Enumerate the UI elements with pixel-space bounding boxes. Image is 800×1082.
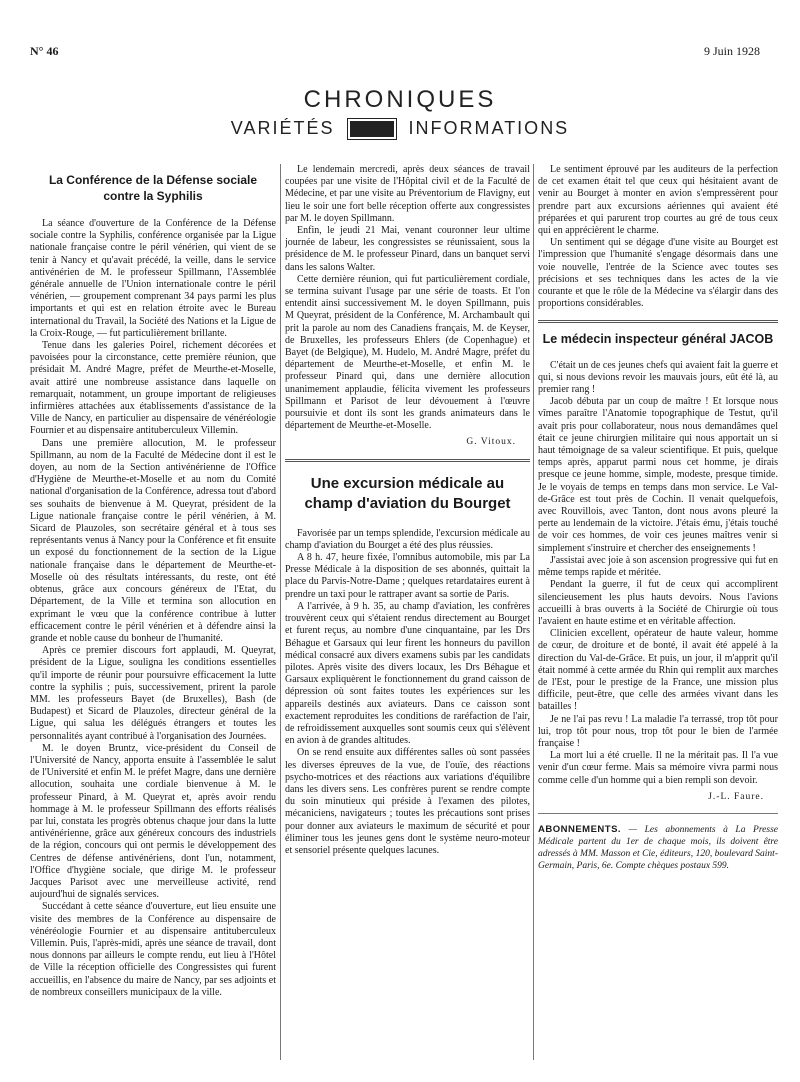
- paragraph: J'assistai avec joie à son ascension progressive qui fut en même temps rapide et méritée.: [538, 554, 778, 579]
- masthead-title: CHRONIQUES: [303, 86, 497, 113]
- paragraph: Cette dernière réunion, qui fut particulièrement cordiale, se termina suivant l'usage par une série de toasts. Et l'on entendit ainsi successivement M. le doyen Spillmann, puis M Queyrat, président de la Conférence, M. Archambault qui prit la parole au nom des Canadiens français, M. de Keyser, de Bruxelles, les professeurs Ehlers (de Copenhague) et Bayet (de Belgique), M. Hudelo, M. André Magre, préfet du département de Meurthe-et-Moselle, et enfin M. le professeur Pinard qui, dans une dernière allocution unanimement applaudie, félicita vivement les professeurs Spillmann et Parisot de leur dévouement à l'œuvre poursuivie et dont ils sont les grands animateurs dans le département de Meurthe-et-Moselle.: [285, 273, 530, 432]
- column-divider: [280, 164, 281, 1060]
- ornament-icon: [348, 119, 396, 139]
- issue-date: 9 Juin 1928: [703, 44, 760, 58]
- masthead-right: INFORMATIONS: [408, 118, 570, 138]
- article-title: Une excursion médicale au champ d'aviation du Bourget: [304, 474, 511, 512]
- paragraph: Enfin, le jeudi 21 Mai, venant couronner leur ultime journée de labeur, les congressistes se réunissaient, sous la présidence de M. le professeur Pinard, dans un banquet servi dans les salons Walter.: [285, 225, 530, 273]
- paragraph: C'était un de ces jeunes chefs qui avaient fait la guerre et qui, si nous devions revoir les mauvais jours, eût été là, au premier rang !: [538, 359, 778, 396]
- subscriptions-notice: [538, 824, 778, 872]
- paragraph: Le lendemain mercredi, après deux séances de travail coupées par une visite de l'Hôpital civil et de la Faculté de Médecine, et par une visite au Préventorium de Flavigny, eut lieu le soir une fort belle réception offerte aux congressistes par M. le doyen Spillmann.: [285, 164, 530, 224]
- paragraph: Je ne l'ai pas revu ! La maladie l'a terrassé, trop tôt pour lui, trop tôt pour nous, trop tôt pour le bien de l'armée française !: [538, 713, 778, 749]
- paragraph: Jacob débuta par un coup de maître ! Et lorsque nous vîmes paraître l'Anatomie topographique de Testut, qu'il avait pris pour collaborateur, nous nous demandâmes quel était ce jeune chirurgien militaire qui nous apportait un si haut témoignage de sa valeur scientifique. Et puis, quelque temps après, apparut parmi nous cet homme, je dirais presque ce jeune homme, simple, modeste, presque timide. Je le voyais de temps en temps dans mon service. Le Val-de-Grâce est tout près de Cochin. Il venait quelquefois, avec Rouvillois, avec Tanton, dont nous avons pleuré la perte au lendemain de la victoire. J'étais ému, j'étais touché de voir ces hommes, de voir ces jeunes maîtres venir si simplement s'instruire et chercher des enseignements !: [538, 396, 778, 554]
- signature: J.-L. Faure.: [708, 791, 764, 802]
- paragraph: La mort lui a été cruelle. Il ne la méritait pas. Il l'a vue venir d'un cœur ferme. Mais sa mémoire vivra parmi nous comme celle d'un homme qui a bien rempli son devoir.: [538, 750, 778, 786]
- column-divider: [533, 164, 534, 1060]
- subscriptions-text: — Les abonnements à La Presse Médicale partent du 1er de chaque mois, ils doivent être adressés à MM. Masson et Cie, éditeurs, 120, boulevard Saint-Germain, Paris, 6e. Compte chèques postaux 599.: [538, 824, 778, 871]
- paragraph: Le sentiment éprouvé par les auditeurs de la perfection de cet examen était tel que ceux qui hésitaient avant de venir au Bourget à monter en avion s'empressèrent pour prendre part aux excursions aériennes qui avaient été préparées et qui parurent trop courtes au gré de tous ceux qui en apprécièrent le charme.: [538, 164, 778, 237]
- column-2: [285, 164, 530, 1064]
- paragraph: Dans une première allocution, M. le professeur Spillmann, au nom de la Faculté de Médecine dont il est le doyen, au nom de la Section antivénérienne de l'Office d'Hygiène de Meurthe-et-Moselle et au nom du Comité national d'organisation de la Conférence, adressa tout d'abord ses souhaits de bienvenue à M. Queyrat, président de la Ligue nationale française contre le péril vénérien, à M. Sicard de Plauzoles, son secrétaire général et à tous ses représentants venus à Nancy pour la Conférence et fit ensuite un exposé du fonctionnement de la section de la Ligue nationale française dans le département de Meurthe-et-Moselle où des résultats intéressants, du reste, ont été obtenus, grâce aux concours généreux de l'Etat, du Département, de la Ville et termina son allocution en exprimant le vœu que la conférence contribue à lutter efficacement contre le péril vénérien et à défendre ainsi la grande et noble cause du bonheur de l'humanité.: [30, 437, 276, 644]
- paragraph: On se rend ensuite aux différentes salles où sont passées les diverses épreuves de la vue, de l'ouïe, des réactions psycho-motrices et des réactions aux variations d'équilibre dans les divers sens. Les confrères purent se rendre compte du soin minutieux qui préside à l'examen des pilotes, mécaniciens, navigateurs ; toutes les précautions sont prises pour donner aux aviateurs le maximum de sécurité et pour éliminer tous les jeunes gens dont le système neuro-moteur et sensoriel présente quelques lacunes.: [285, 747, 530, 856]
- subscriptions-label: ABONNEMENTS.: [538, 823, 622, 835]
- paragraph: Clinicien excellent, opérateur de haute valeur, homme de cœur, de droiture et de bonté, il avait été appelé à la direction du Val-de-Grâce. Et puis, un jour, il m'apprit qu'il était nommé à cette armée du Rhin qui remplit aux marches de l'Est, pour le prestige de la France, une mission plus difficile, peut-être, que celle des armées vivant dans les batailles !: [538, 628, 778, 713]
- article-separator: [285, 459, 530, 462]
- paragraph: A 8 h. 47, heure fixée, l'omnibus automobile, mis par La Presse Médicale à la disposition de ses abonnés, quittait la place du Parvis-Notre-Dame ; quelques retardataires eurent à prendre un taxi pour le rattraper avant sa sortie de Paris.: [285, 552, 530, 600]
- paragraph: La séance d'ouverture de la Conférence de la Défense sociale contre la Syphilis, conférence organisée par la Ligue nationale française contre le péril vénérien, qui vient de se tenir à Nancy et qu'avait précédé, la veille, dans le service antivénérien de M. le professeur Spillmann, l'Assemblée générale annuelle de l'Union internationale contre le péril vénérien, — groupement comprenant 34 pays parmi les plus importants et qui est en relation étroite avec le Bureau international du Travail, la Société des Nations et la Ligue de la Croix-Rouge, — fut particulièrement brillante.: [30, 218, 276, 339]
- paragraph: A l'arrivée, à 9 h. 35, au champ d'aviation, les confrères trouvèrent ceux qui s'étaient rendus directement au Bourget et furent reçus, au nombre d'une cinquantaine, par les Drs Béhague et Garsaux qui leur firent les honneurs du pavillon médical consacré aux divers examens subis par les candidats pilotes. Après visite des divers locaux, les Drs Béhague et Garsaux expliquèrent le fonctionnement du grand caisson de dépression où sont faites toutes les expériences sur les appareils destinés aux aviateurs. Dans ce caisson sont exactement reproduites les conditions de raréfaction de l'air, de refroidissement auxquelles sont soumis ceux qui s'élèvent en avion à de grandes altitudes.: [285, 600, 530, 747]
- issue-number: N° 46: [30, 44, 59, 58]
- article-separator: [538, 320, 778, 323]
- signature: G. Vitoux.: [466, 437, 516, 448]
- paragraph: Succédant à cette séance d'ouverture, eut lieu ensuite une visite des membres de la Conférence au dispensaire de vénéréologie Fournier et au dispensaire antituberculeux Villemin. Puis, l'après-midi, après une séance de travail, dont nous donnons par ailleurs le compte rendu, eut lieu à l'Hôtel de Ville la réception officielle des Congressistes qui furent accueillis, en l'absence du maire de Nancy, par ses adjoints et de nombreux conseillers municipaux de la ville.: [30, 901, 276, 998]
- column-1: [30, 164, 276, 1064]
- paragraph: Après ce premier discours fort applaudi, M. Queyrat, président de la Ligue, souligna les conditions essentielles qu'il importe de réunir pour poursuivre efficacement la lutte contre la syphilis ; puis, successivement, prirent la parole MM. les professeurs Bayet (de Bruxelles), Bash (de Budapest) et Sicard de Plauzoles, directeur général de la Ligue, qui salua les délégués étrangers et toutes les personnalités ayant contribué à l'organisation des Journées.: [30, 645, 276, 742]
- section-separator: [538, 813, 778, 814]
- paragraph: M. le doyen Bruntz, vice-président du Conseil de l'Université de Nancy, apporta ensuite à l'assemblée le salut de l'Université et enfin M. le préfet Magre, dans une dernière allocution, souhaita une cordiale bienvenue à M. le professeur Pinard, à M. Queyrat et, après avoir rendu hommage à M. le professeur Spillmann des efforts réalisés par lui, constata les progrès obtenus chaque jour dans la lutte antivénérienne, grâce aux généreux concours des industriels de la région, concours qui ont permis le développement des Centres de défense antivénériens, dont l'un, notamment, l'Office d'hygiène sociale, que dirige M. le professeur Jacques Parisot avec une merveilleuse activité, rend aujourd'hui de signalés services.: [30, 742, 276, 901]
- article-title: La Conférence de la Défense sociale contre la Syphilis: [48, 173, 258, 203]
- paragraph: Tenue dans les galeries Poirel, richement décorées et pavoisées pour la circonstance, cette première réunion, que présidait M. André Magre, préfet de Meurthe-et-Moselle, avait attiré une nombreuse assistance dans laquelle on remarquait, notamment, un groupe important de religieuses infirmières attachées aux établissements d'assistance de la Ville de Nancy, en particulier au dispensaire de vénéréologie Fournier et au dispensaire antituberculeux Villemin.: [30, 340, 276, 437]
- masthead-subtitle: [0, 118, 800, 139]
- paragraph: Un sentiment qui se dégage d'une visite au Bourget est l'impression que l'humanité s'engage désormais dans une voie nouvelle, l'entrée de la Science avec toutes ses précisions et ses techniques dans les actes de la vie courante et que le rôle de la Médecine va s'élargir dans des proportions considérables.: [538, 237, 778, 310]
- paragraph: Favorisée par un temps splendide, l'excursion médicale au champ d'aviation du Bourget a été des plus réussies.: [285, 527, 530, 551]
- masthead-left: VARIÉTÉS: [230, 118, 335, 138]
- column-3: [538, 164, 778, 1064]
- article-title: Le médecin inspecteur général JACOB: [542, 332, 774, 347]
- paragraph: Pendant la guerre, il fut de ceux qui accomplirent silencieusement les plus hauts devoirs. Nous l'avions accueilli à bras ouverts à la Société de Chirurgie où tous l'avaient en haute estime et en véritable affection.: [538, 579, 778, 627]
